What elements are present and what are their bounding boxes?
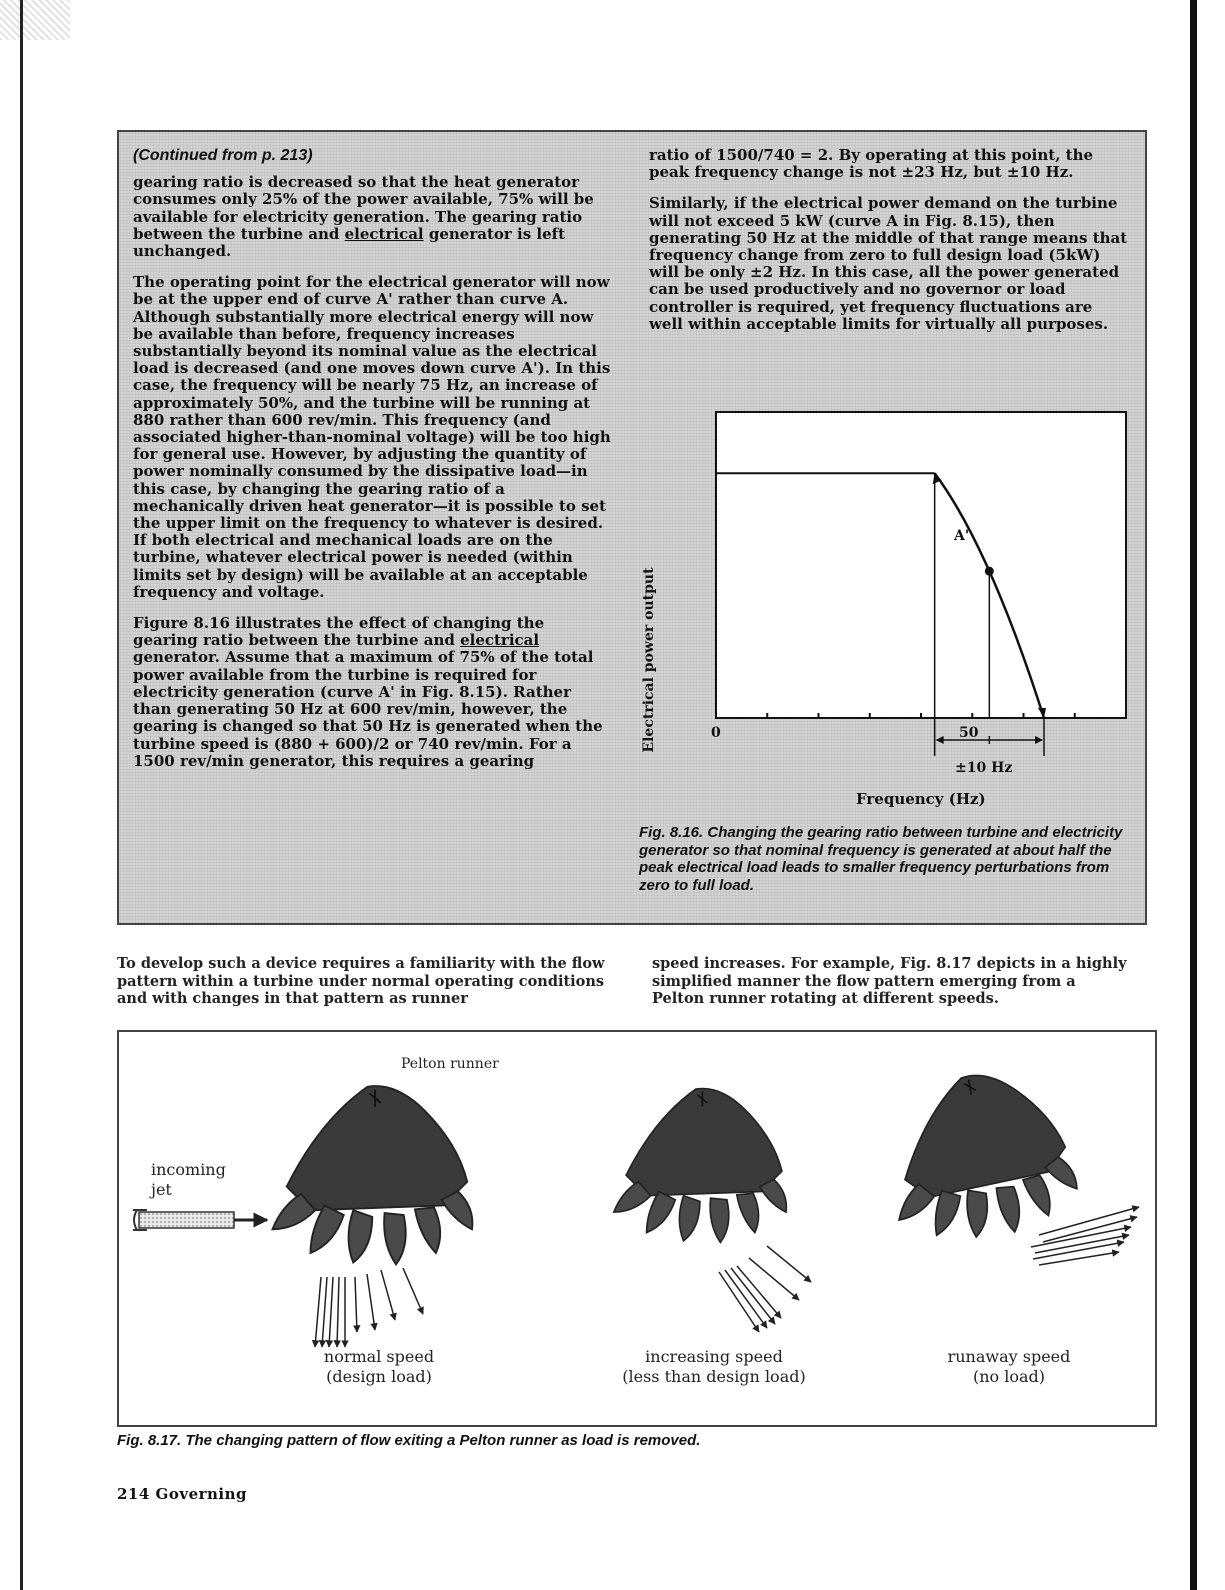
continued-note: (Continued from p. 213) xyxy=(133,147,313,164)
incoming-jet-label: incoming jet xyxy=(151,1160,226,1199)
scan-artifact xyxy=(0,0,70,40)
runner-increasing xyxy=(614,1089,787,1243)
increasing-speed-label: increasing speed (less than design load) xyxy=(622,1347,806,1386)
body-text-right: speed increases. For example, Fig. 8.17 depicts in a highly simplified manner the flow pattern emerging from a Pelton runner rotating at different speeds. xyxy=(652,955,1127,1007)
band-arrow-left xyxy=(936,736,944,744)
pelton-runner-label: Pelton runner xyxy=(401,1056,499,1072)
runaway-speed-label: runaway speed (no load) xyxy=(947,1347,1071,1386)
x-tick-label-50: 50 xyxy=(959,725,979,741)
flow-arrows-runaway xyxy=(1031,1207,1139,1265)
band-arrow-right xyxy=(1035,736,1043,744)
sidebar-box xyxy=(117,130,1147,925)
figure-8-16-caption: Fig. 8.16. Changing the gearing ratio between turbine and electricity generator so that nominal frequency is generated at about half the peak electrical load leads to smaller frequency perturbations from zero to full load. xyxy=(639,824,1123,894)
normal-speed-label: normal speed (design load) xyxy=(323,1347,435,1386)
y-axis-label: Electrical power output xyxy=(641,567,657,753)
sidebar-paragraph-5: Similarly, if the electrical power demand on the turbine will not exceed 5 kW (curve A in Fig. 8.15), then generating 50 Hz at the middle of that range means that frequency change from zero to full design load (5kW) will be only ±2 Hz. In this case, all the power generated can be used productively and no governor or load controller is required, yet frequency fluctuations are well within acceptable limits for virtually all purposes. xyxy=(649,194,1128,333)
page-edge-right xyxy=(1190,0,1197,1590)
sidebar-paragraph-4: ratio of 1500/740 = 2. By operating at this point, the peak frequency change is not ±23 Hz, but ±10 Hz. xyxy=(649,146,1094,182)
x-axis-label: Frequency (Hz) xyxy=(856,790,986,808)
runner-normal xyxy=(273,1086,473,1264)
nominal-point xyxy=(985,567,994,576)
page-edge-left xyxy=(20,0,23,1590)
incoming-jet xyxy=(133,1210,267,1230)
sidebar-paragraph-2: The operating point for the electrical generator will now be at the upper end of curve A' rather than curve A. Although substantially more electrical energy will now be available than before, frequency increases substantially beyond its nominal value as the electrical load is decreased (and one moves down curve A'). In this case, the frequency will be nearly 75 Hz, an increase of approximately 50%, and the turbine will be running at 880 rather than 600 rev/min. This frequency (and associated higher-than-nominal voltage) will be too high for general use. However, by adjusting the quantity of power nominally consumed by the dissipative load—in this case, by changing the gearing ratio of a mechanically driven heat generator—it is possible to set the upper limit on the frequency to whatever is desired. If both electrical and mechanical loads are on the turbine, whatever electrical power is needed (within limits set by design) will be available at an acceptable frequency and voltage. xyxy=(133,273,611,601)
figure-8-17-caption: Fig. 8.17. The changing pattern of flow exiting a Pelton runner as load is removed. xyxy=(117,1432,701,1449)
flow-arrows-increasing xyxy=(719,1246,811,1332)
figure-8-17 xyxy=(117,1030,1157,1427)
plot-frame xyxy=(716,412,1126,718)
x-tick-label-0: 0 xyxy=(711,725,721,741)
sidebar-paragraph-3: Figure 8.16 illustrates the effect of changing the gearing ratio between the turbine and electrical generator. Assume that a maximum of 75% of the total power available from the turbine is required for electricity generation (curve A' in Fig. 8.15). Rather than generating 50 Hz at 600 rev/min, however, the gearing is changed so that 50 Hz is generated when the turbine speed is (880 + 600)/2 or 740 rev/min. For a 1500 rev/min generator, this requires a gearing xyxy=(133,614,603,770)
flow-arrows-normal xyxy=(315,1268,423,1347)
figure-8-16 xyxy=(631,400,1131,820)
sidebar-paragraph-1: gearing ratio is decreased so that the heat generator consumes only 25% of the power available, 75% will be available for electricity generation. The gearing ratio between the turbine and electrical generator is left unchanged. xyxy=(133,173,594,261)
runner-runaway xyxy=(877,1061,1083,1251)
body-text-left: To develop such a device requires a familiarity with the flow pattern within a turbine under normal operating conditions and with changes in that pattern as runner xyxy=(117,955,605,1007)
sidebar-left-column xyxy=(133,147,613,784)
figure-8-16-chart xyxy=(631,400,1131,820)
curve-label: A' xyxy=(954,528,970,544)
page-folio: 214 Governing xyxy=(117,1485,248,1503)
band-label: ±10 Hz xyxy=(955,760,1013,776)
sidebar-right-column xyxy=(649,147,1129,347)
